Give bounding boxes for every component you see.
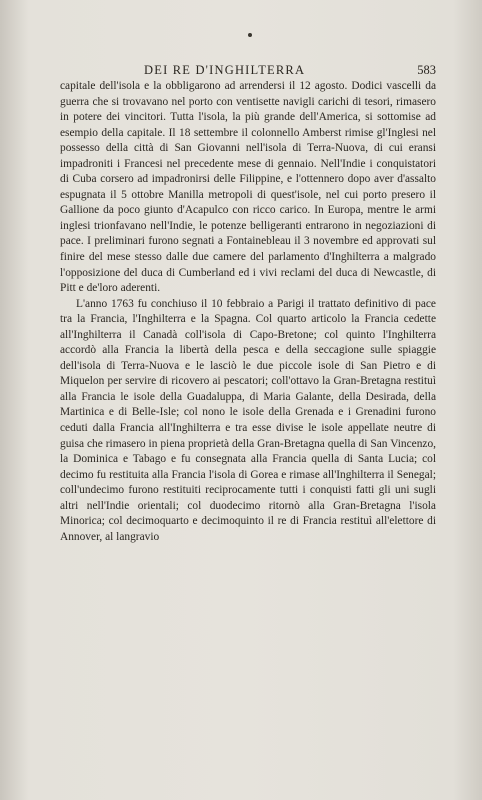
page-number: 583 xyxy=(417,63,436,77)
paragraph: capitale dell'isola e la obbligarono ad arrendersi il 12 agosto. Dodici vascelli da guerra che si trovavano nel porto con ventisette navigli carichi di tesori, rimasero in potere dei vincitori. Tutta l'isola, la più grande dell'America, si sottomise ad esempio della capitale. Il 18 settembre il colonnello Amberst rimise gl'Inglesi nel possesso della città di San Giovanni nell'isola di Terra-Nuova, di cui eransi impadroniti i Francesi nel precedente mese di gennaio. Nell'Indie i conquistatori di Cuba corsero ad impadronirsi delle Filippine, e l'ottennero dopo aver d'assalto espugnata il 5 ottobre Manilla metropoli di quest'isole, nel cui porto presero il Gallione da poco giunto d'Acapulco con ricco carico. In Europa, mentre le armi inglesi trionfavano nell'Indie, le potenze belligeranti entrarono in negoziazioni di pace. I preliminari furono segnati a Fontainebleau il 3 novembre ed approvati sul finire del mese stesso dalle due camere del parlamento d'Inghilterra a malgrado l'opposizione del duca di Cumberland ed i vivi reclami del duca di Newcastle, di Pitt e de'loro aderenti. xyxy=(60,80,436,295)
page-header xyxy=(60,63,436,79)
running-title: DEI RE D'INGHILTERRA xyxy=(144,63,306,77)
body-text xyxy=(60,79,436,545)
ink-dot xyxy=(248,33,252,37)
paragraph: L'anno 1763 fu conchiuso il 10 febbraio a Parigi il trattato definitivo di pace tra la Francia, l'Inghilterra e la Spagna. Col quarto articolo la Francia cedette all'Inghilterra il Canadà coll'isola di Capo-Bretone; col quinto l'Inghilterra accordò alla Francia la libertà della pesca e della seccagione sulle spiaggie dell'isola di Terra-Nuova e le lasciò le due piccole isole di San Pietro e di Miquelon per servire di ricovero ai pescatori; coll'ottavo la Gran-Bretagna restituì alla Francia le isole della Guadaluppa, di Maria Galante, della Desirada, della Martinica e di Belle-Isle; col nono le isole della Grenada e i Grenadini furono ceduti dalla Francia all'Inghilterra e tra esse divise le isole appellate neutre di guisa che rimasero in piena proprietà della Gran-Bretagna quella di San Vincenzo, la Dominica e Tabago e fu consegnata alla Francia quella di Santa Lucia; col decimo fu restituita alla Francia l'isola di Gorea e rimase all'Inghilterra il Senegal; coll'undecimo furono restituiti reciprocamente tutti i conquisti fatti gli uni sugli altri nell'Indie orientali; col duodecimo ritornò alla Gran-Bretagna l'isola Minorica; col decimoquarto e decimoquinto il re di Francia restituì all'elettore di Annover, al langravio xyxy=(60,297,436,543)
